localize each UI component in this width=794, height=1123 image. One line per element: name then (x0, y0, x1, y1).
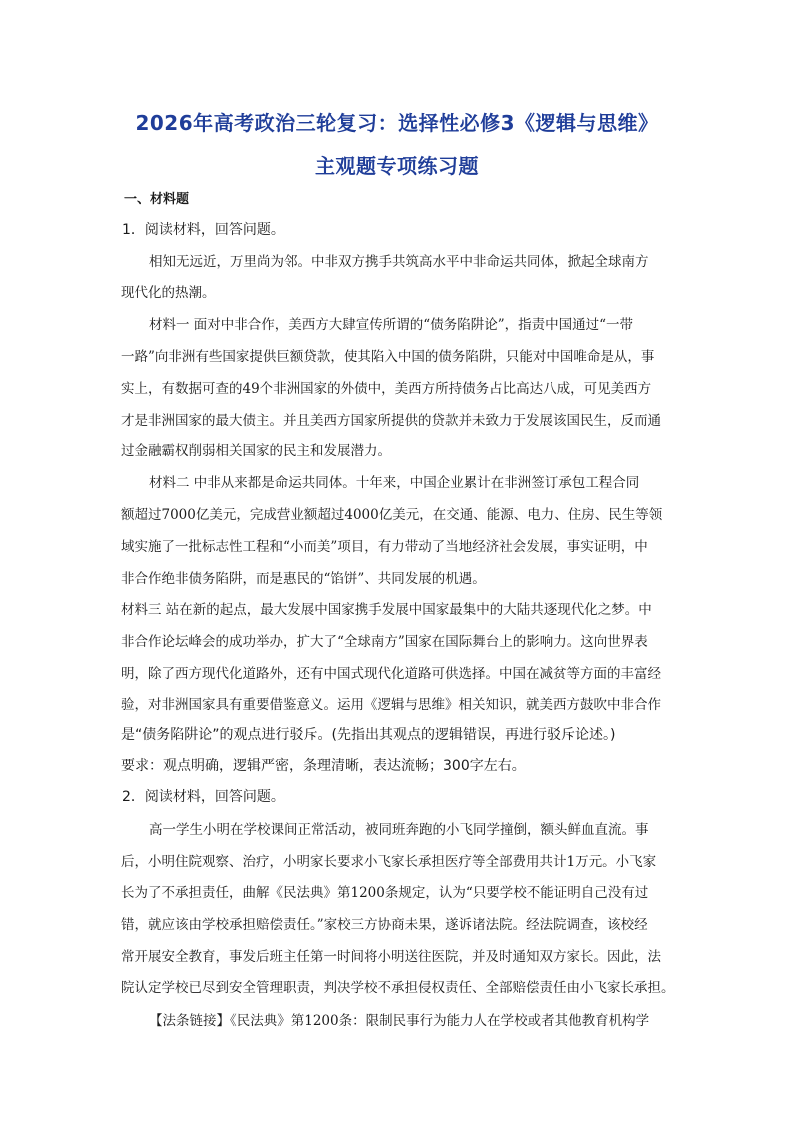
q1-material-3-line: 明，除了西方现代化道路外，还有中国式现代化道路可供选择。中国在减贫等方面的丰富经 (121, 666, 661, 682)
q1-material-1-line: 一路”向非洲有些国家提供巨额贷款，使其陷入中国的债务陷阱，只能对中国唯命是从，事 (121, 349, 655, 365)
q2-paragraph-line: 常开展安全教育，事发后班主任第一时间将小明送往医院，并及时通知双方家长。因此，法 (121, 949, 661, 965)
q2-paragraph-line: 后，小明住院观察、治疗，小明家长要求小飞家长承担医疗等全部费用共计1万元。小飞家 (121, 854, 657, 870)
q1-material-1-line: 实上，有数据可查的49个非洲国家的外债中，美西方所持债务占比高达八成，可见美西方 (121, 381, 652, 397)
q1-material-1-line: 过金融霸权削弱相关国家的民主和发展潜力。 (121, 443, 391, 459)
q1-material-2-line: 域实施了一批标志性工程和“小而美”项目，有力带动了当地经济社会发展，事实证明，中 (121, 539, 648, 555)
document-title-line-2: 主观题专项练习题 (315, 154, 479, 178)
q1-material-3-line: 验，对非洲国家具有重要借鉴意义。运用《逻辑与思维》相关知识，就美西方鼓吹中非合作 (121, 697, 661, 713)
document-title-line-1: 2026年高考政治三轮复习：选择性必修3《逻辑与思维》 (135, 111, 659, 135)
q1-material-1-line: 材料一 面对中非合作，美西方大肆宣传所谓的“债务陷阱论”，指责中国通过“一带 (149, 317, 633, 333)
q2-law-link-line: 【法条链接】《民法典》第1200条：限制民事行为能力人在学校或者其他教育机构学 (149, 1013, 650, 1029)
q1-material-3-line: 材料三 站在新的起点，最大发展中国家携手发展中国家最集中的大陆共逐现代化之梦。中 (121, 602, 652, 618)
q1-paragraph-line: 相知无远近，万里尚为邻。中非双方携手共筑高水平中非命运共同体，掀起全球南方 (149, 254, 649, 270)
q1-material-2-line: 材料二 中非从来都是命运共同体。十年来，中国企业累计在非洲签订承包工程合同 (149, 475, 640, 491)
q1-material-1-line: 才是非洲国家的最大债主。并且美西方国家所提供的贷款并未致力于发展该国民生，反而通 (121, 413, 661, 429)
q2-paragraph-line: 院认定学校已尽到安全管理职责，判决学校不承担侵权责任、全部赔偿责任由小飞家长承担。 (121, 980, 675, 996)
question-2-prompt: 2．阅读材料，回答问题。 (122, 789, 285, 805)
q1-material-2-line: 额超过7000亿美元，完成营业额超过4000亿美元，在交通、能源、电力、住房、民生等领 (121, 507, 663, 523)
q2-paragraph-line: 长为了不承担责任，曲解《民法典》第1200条规定，认为“只要学校不能证明自己没有过 (121, 885, 649, 901)
question-1-prompt: 1．阅读材料，回答问题。 (122, 222, 285, 238)
q2-paragraph-line: 错，就应该由学校承担赔偿责任。”家校三方协商未果，遂诉诸法院。经法院调查，该校经 (121, 917, 648, 933)
q2-paragraph-line: 高一学生小明在学校课间正常活动，被同班奔跑的小飞同学撞倒，额头鲜血直流。事 (149, 822, 649, 838)
q1-paragraph-line: 现代化的热潮。 (121, 285, 216, 301)
q1-task-line: 是“债务陷阱论”的观点进行驳斥。(先指出其观点的逻辑错误，再进行驳斥论述。) (121, 727, 616, 743)
q1-material-3-line: 非合作论坛峰会的成功举办，扩大了“全球南方”国家在国际舞台上的影响力。这向世界表 (121, 634, 648, 650)
section-heading: 一、材料题 (124, 192, 190, 207)
q1-material-2-line: 非合作绝非债务陷阱，而是惠民的“馅饼”、共同发展的机遇。 (121, 571, 486, 587)
q1-requirement-line: 要求：观点明确，逻辑严密，条理清晰，表达流畅；300字左右。 (121, 758, 526, 774)
